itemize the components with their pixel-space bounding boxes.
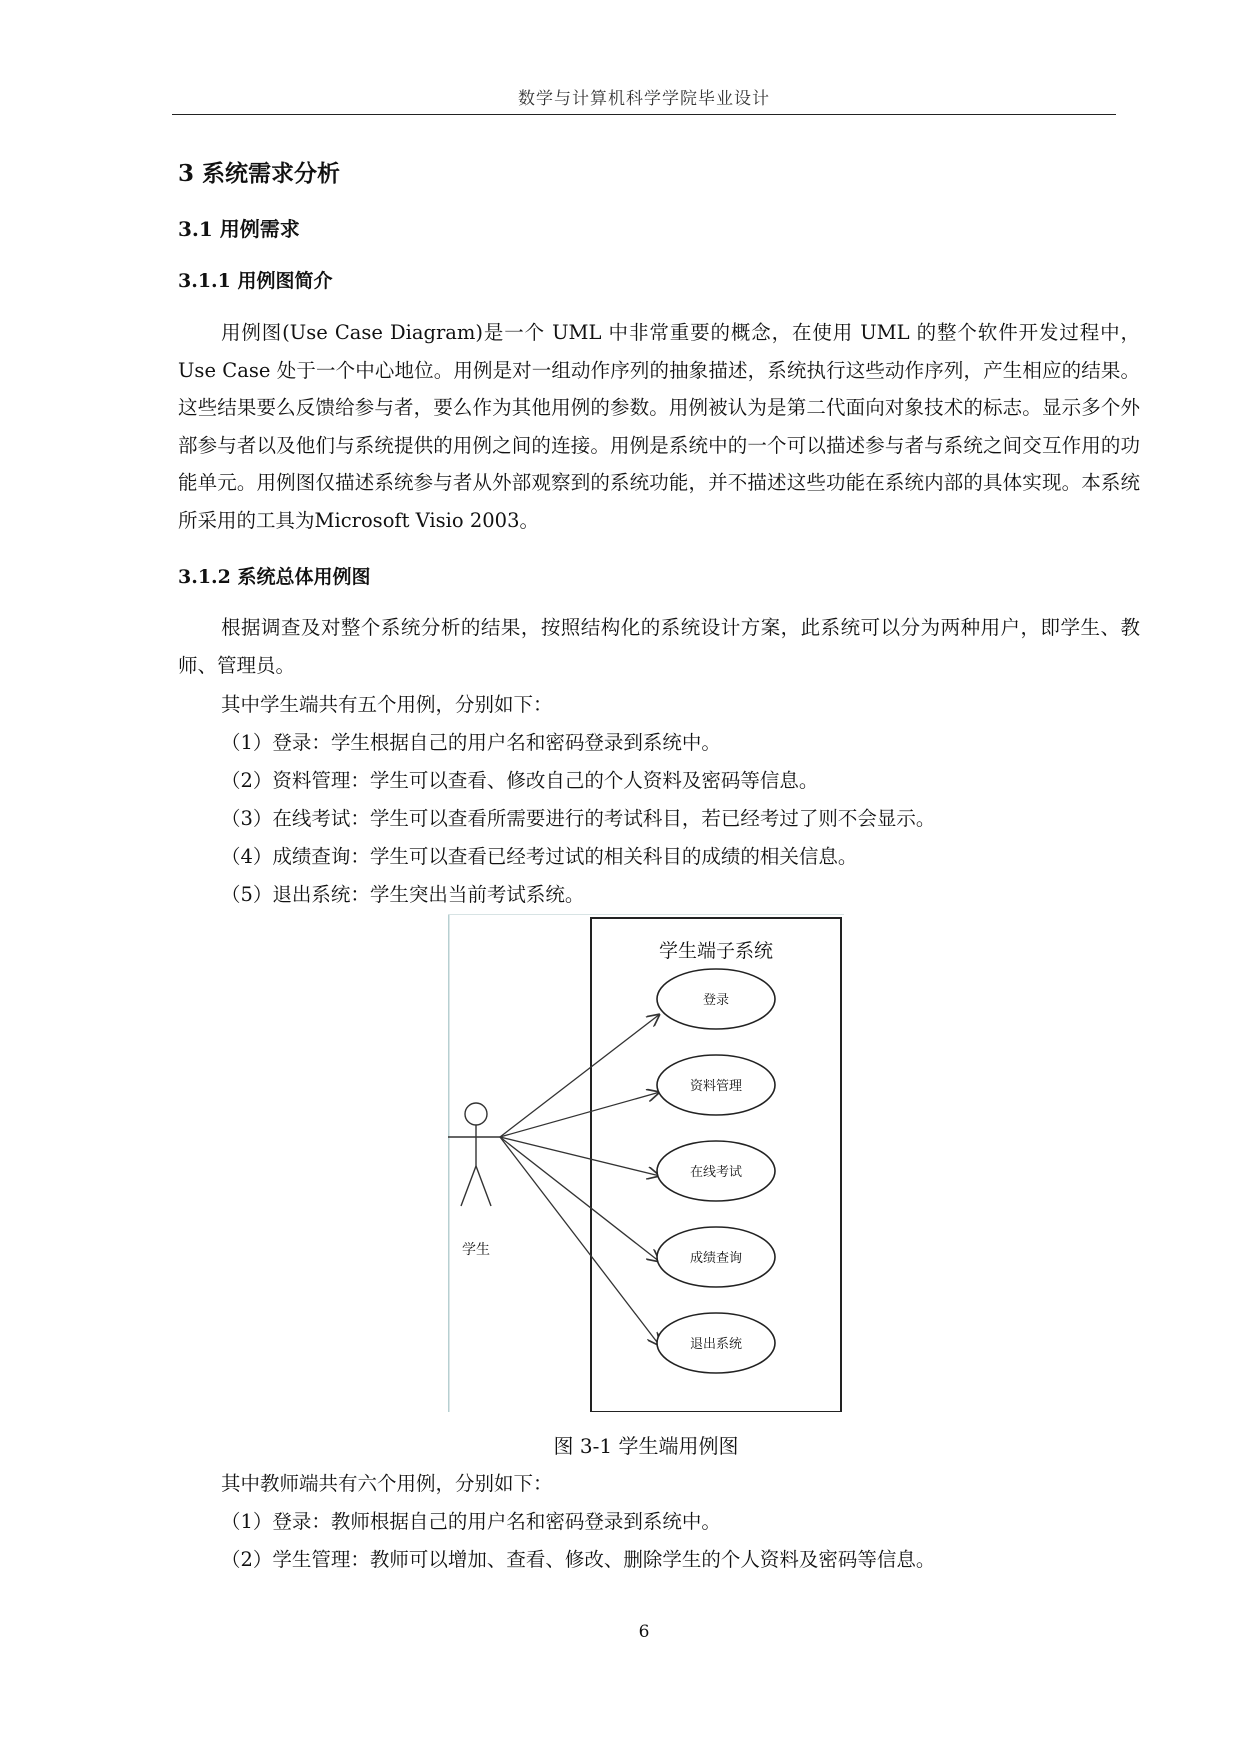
student-item-score: （4）成绩查询：学生可以查看已经考过试的相关科目的成绩的相关信息。 (221, 845, 858, 868)
use-case-score (657, 1227, 775, 1287)
use-case-login (657, 969, 775, 1029)
student-item-login: （1）登录：学生根据自己的用户名和密码登录到系统中。 (221, 731, 721, 754)
student-item-profile: （2）资料管理：学生可以查看、修改自己的个人资料及密码等信息。 (221, 769, 819, 792)
use-case-profile-label: 资料管理 (689, 1079, 743, 1094)
use-case-score-label: 成绩查询 (689, 1251, 743, 1266)
use-case-profile (657, 1055, 775, 1115)
association-lines (500, 1014, 660, 1346)
use-case-exit (657, 1313, 775, 1373)
analysis-paragraph: 根据调查及对整个系统分析的结果，按照结构化的系统设计方案，此系统可以分为两种用户，即学生、教师、管理员。 (178, 616, 1140, 677)
teacher-item-student-mgmt: （2）学生管理：教师可以增加、查看、修改、删除学生的个人资料及密码等信息。 (221, 1548, 936, 1571)
subsection-heading-overall: 3.1.2 系统总体用例图 (178, 566, 371, 588)
use-case-exam-label: 在线考试 (689, 1165, 743, 1180)
student-item-exam: （3）在线考试：学生可以查看所需要进行的考试科目，若已经考过了则不会显示。 (221, 807, 936, 830)
use-case-exam (657, 1141, 775, 1201)
use-case-login-label: 登录 (702, 993, 730, 1008)
figure-caption: 图 3-1 学生端用例图 (553, 1434, 739, 1458)
system-title: 学生端子系统 (658, 940, 774, 962)
teacher-item-login: （1）登录：教师根据自己的用户名和密码登录到系统中。 (221, 1510, 721, 1533)
student-item-exit: （5）退出系统：学生突出当前考试系统。 (221, 883, 585, 906)
use-case-diagram (448, 914, 844, 1412)
page-number: 6 (638, 1622, 650, 1642)
running-header: 数学与计算机科学学院毕业设计 (518, 89, 770, 109)
section-heading: 3.1 用例需求 (178, 217, 300, 241)
intro-paragraph: 用例图(Use Case Diagram)是一个 UML 中非常重要的概念，在使用 UML 的整个软件开发过程中，Use Case 处于一个中心地位。用例是对一组动作序列的抽象描述，系统执行这些动作序列，产生相应的结果。这些结果要么反馈给参与者，要么作为其他用例的参数。用例被认为是第二代面向对象技术的标志。显示多个外部参与者以及他们与系统提供的用例之间的连接。用例是系统中的一个可以描述参与者与系统之间交互作用的功能单元。用例图仅描述系统参与者从外部观察到的系统功能，并不描述这些功能在系统内部的具体实现。本系统所采用的工具为Microsoft Visio 2003。 (178, 321, 1140, 532)
teacher-intro: 其中教师端共有六个用例，分别如下： (221, 1472, 553, 1495)
header-rule (172, 114, 1116, 115)
subsection-heading-intro: 3.1.1 用例图简介 (178, 270, 333, 292)
actor-label: 学生 (462, 1242, 490, 1258)
actor-student (448, 1103, 500, 1206)
chapter-heading: 3 系统需求分析 (178, 160, 341, 187)
use-case-exit-label: 退出系统 (689, 1337, 743, 1352)
student-intro: 其中学生端共有五个用例，分别如下： (221, 693, 553, 716)
